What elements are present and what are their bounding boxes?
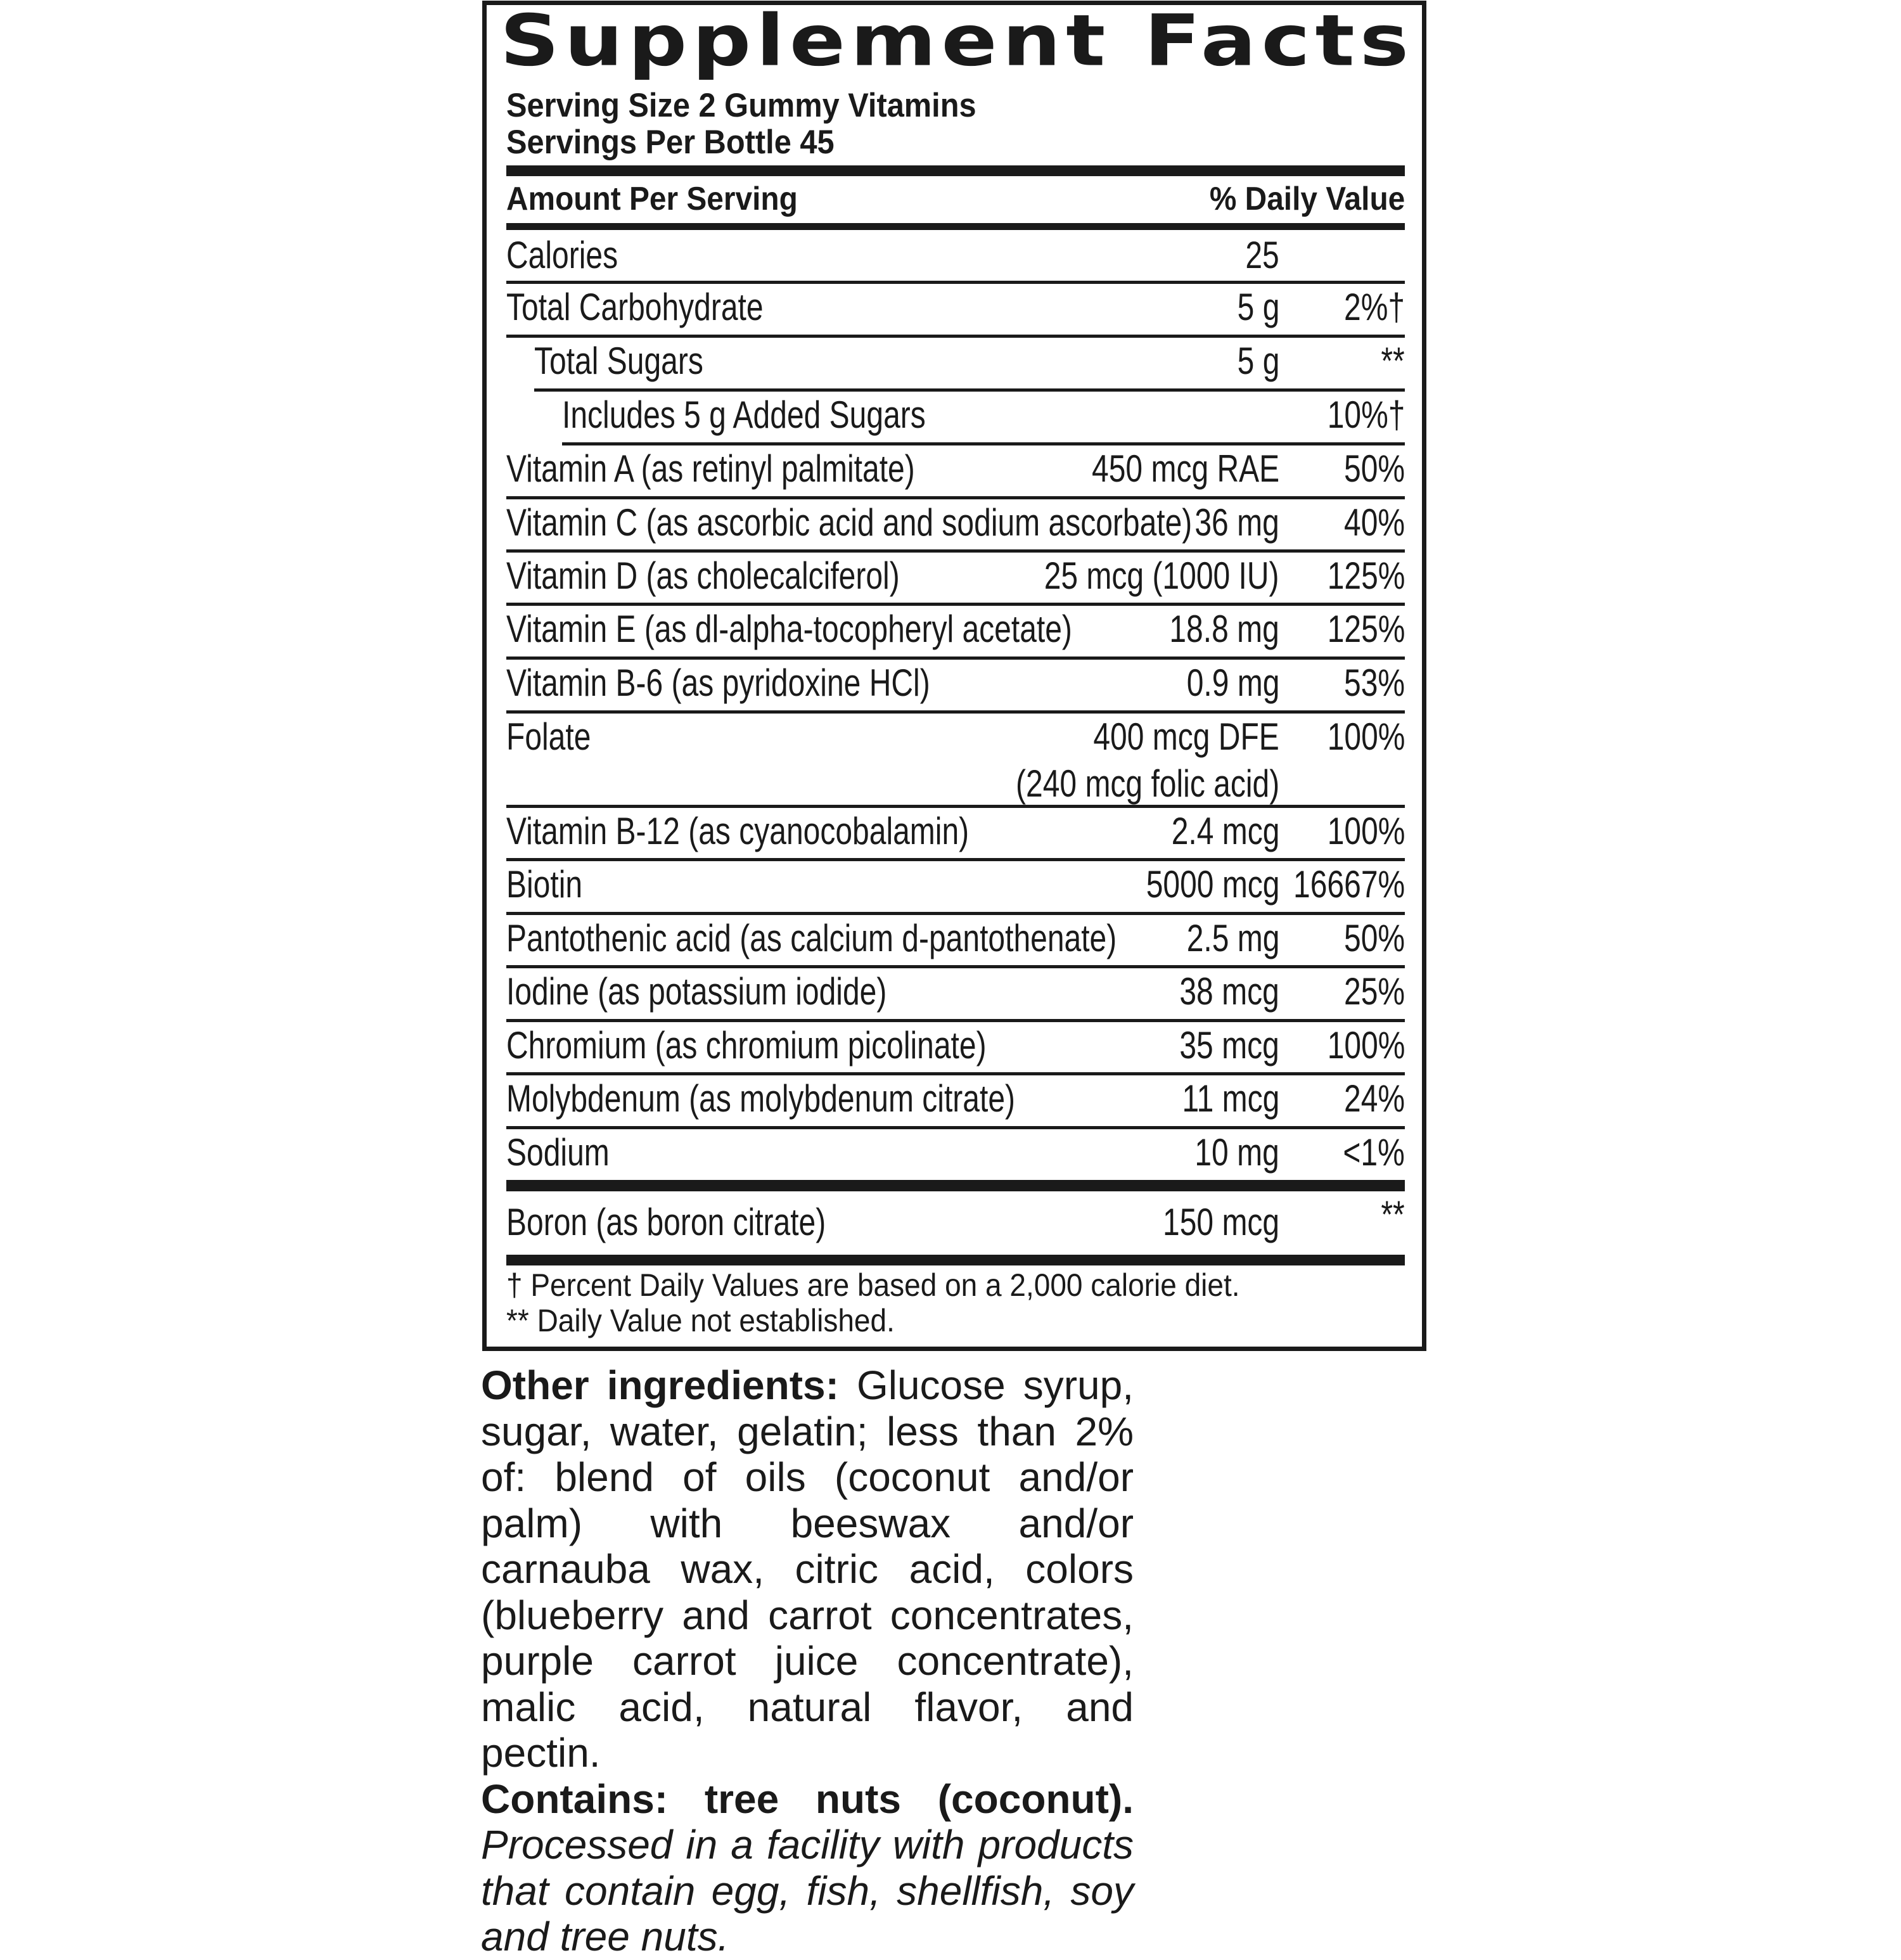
nutrient-daily-value: <1% [1343, 1131, 1405, 1174]
table-row [506, 1075, 1405, 1129]
amount-per-serving-label: Amount Per Serving [506, 181, 798, 217]
table-row [506, 660, 1405, 714]
table-row [506, 1022, 1405, 1075]
nutrient-name: Folate [506, 715, 591, 758]
nutrient-daily-value: 125% [1327, 608, 1405, 650]
thick-divider-top [506, 165, 1405, 176]
nutrient-amount: 2.5 mg [1186, 917, 1279, 959]
table-row [562, 392, 1405, 445]
table-header [506, 177, 1405, 221]
serving-size: Serving Size 2 Gummy Vitamins [506, 87, 976, 124]
table-row [506, 1129, 1405, 1180]
nutrient-amount: 10 mg [1194, 1131, 1279, 1174]
nutrient-amount: 450 mcg RAE [1091, 447, 1279, 490]
table-row [506, 1193, 1405, 1256]
nutrient-name: Pantothenic acid (as calcium d-pantothenate) [506, 917, 1117, 959]
table-row [534, 338, 1405, 392]
nutrient-name: Total Sugars [534, 340, 703, 382]
table-row [506, 232, 1405, 284]
nutrient-amount: 25 mcg (1000 IU) [1044, 554, 1279, 597]
nutrient-name: Total Carbohydrate [506, 286, 764, 328]
nutrient-name: Calories [506, 234, 618, 276]
table-row [506, 714, 1405, 808]
nutrient-name: Vitamin D (as cholecalciferol) [506, 554, 900, 597]
nutrient-name: Vitamin E (as dl-alpha-tocopheryl acetate) [506, 608, 1072, 650]
servings-per-bottle: Servings Per Bottle 45 [506, 124, 835, 161]
nutrient-daily-value: 50% [1343, 917, 1405, 959]
nutrient-daily-value: ** [1381, 1193, 1405, 1236]
nutrient-daily-value: 40% [1343, 501, 1405, 544]
nutrient-amount: 400 mcg DFE [1093, 715, 1279, 758]
nutrient-daily-value: 125% [1327, 554, 1405, 597]
nutrient-amount: 38 mcg [1179, 970, 1279, 1013]
table-row [506, 915, 1405, 968]
nutrient-name: Biotin [506, 863, 583, 906]
table-row [506, 861, 1405, 915]
nutrient-daily-value: 24% [1343, 1077, 1405, 1120]
footnote-not-established: ** Daily Value not established. [506, 1303, 895, 1338]
other-ingredients-paragraph [481, 1362, 1134, 1776]
table-row [506, 606, 1405, 660]
table-row [506, 968, 1405, 1022]
medium-divider [506, 223, 1405, 230]
nutrient-name: Boron (as boron citrate) [506, 1201, 826, 1243]
nutrient-name: Sodium [506, 1131, 610, 1174]
nutrient-amount: 5 g [1237, 340, 1279, 382]
other-ingredients-label: Other ingredients: [481, 1362, 839, 1408]
nutrient-amount: 5000 mcg [1146, 863, 1279, 906]
nutrient-amount: 11 mcg [1182, 1077, 1279, 1120]
nutrient-daily-value: 16667% [1293, 863, 1405, 906]
footnote-daily-values: † Percent Daily Values are based on a 2,000 calorie diet. [506, 1267, 1240, 1303]
nutrient-daily-value: 100% [1327, 1024, 1405, 1066]
nutrient-amount: 0.9 mg [1186, 662, 1279, 704]
contains-paragraph [481, 1776, 1134, 1960]
nutrient-amount: 5 g [1237, 286, 1279, 328]
nutrient-name: Includes 5 g Added Sugars [562, 394, 926, 436]
daily-value-label: % Daily Value [1209, 181, 1405, 217]
contains-text: tree nuts (coconut). [704, 1776, 1134, 1822]
thick-divider-bottom [506, 1255, 1405, 1265]
nutrient-amount: 36 mg [1194, 501, 1279, 544]
facility-statement: Processed in a facility with products that contain egg, fish, shellfish, soy and tree nuts. [481, 1822, 1134, 1959]
nutrient-daily-value: 2%† [1343, 286, 1405, 328]
nutrient-daily-value: 10%† [1327, 394, 1405, 436]
nutrient-name: Vitamin C (as ascorbic acid and sodium ascorbate) [506, 501, 1193, 544]
contains-label: Contains: [481, 1776, 669, 1822]
nutrient-name: Iodine (as potassium iodide) [506, 970, 887, 1013]
table-row [506, 284, 1405, 338]
nutrient-daily-value: ** [1381, 340, 1405, 382]
thick-divider-middle [506, 1180, 1405, 1191]
nutrient-amount: 18.8 mg [1169, 608, 1279, 650]
nutrient-amount: 25 [1245, 234, 1279, 276]
table-row [506, 808, 1405, 861]
nutrient-daily-value: 50% [1343, 447, 1405, 490]
nutrient-name: Molybdenum (as molybdenum citrate) [506, 1077, 1015, 1120]
supplement-facts-panel [482, 1, 1426, 1351]
nutrient-name: Chromium (as chromium picolinate) [506, 1024, 987, 1066]
other-ingredients-text: Glucose syrup, sugar, water, gelatin; less than 2% of: blend of oils (coconut and/or palm) with beeswax and/or carnauba wax, citric acid, colors (blueberry and carrot concentrates, purple carrot juice concentrate), malic acid, natural flavor, and pectin. [481, 1362, 1134, 1776]
nutrient-daily-value: 100% [1327, 715, 1405, 758]
nutrient-daily-value: 25% [1343, 970, 1405, 1013]
nutrient-daily-value: 100% [1327, 810, 1405, 852]
table-row [506, 499, 1405, 553]
nutrient-daily-value: 53% [1343, 662, 1405, 704]
table-row [506, 445, 1405, 499]
nutrient-amount-detail: (240 mcg folic acid) [1015, 762, 1279, 805]
nutrient-amount: 150 mcg [1162, 1201, 1279, 1243]
ingredients-section [481, 1362, 1134, 1960]
nutrient-name: Vitamin A (as retinyl palmitate) [506, 447, 915, 490]
nutrient-amount: 35 mcg [1179, 1024, 1279, 1066]
table-row [506, 553, 1405, 606]
nutrient-name: Vitamin B-6 (as pyridoxine HCl) [506, 662, 930, 704]
nutrient-name: Vitamin B-12 (as cyanocobalamin) [506, 810, 970, 852]
nutrient-amount: 2.4 mcg [1171, 810, 1279, 852]
panel-title: Supplement Facts [500, 0, 1414, 82]
